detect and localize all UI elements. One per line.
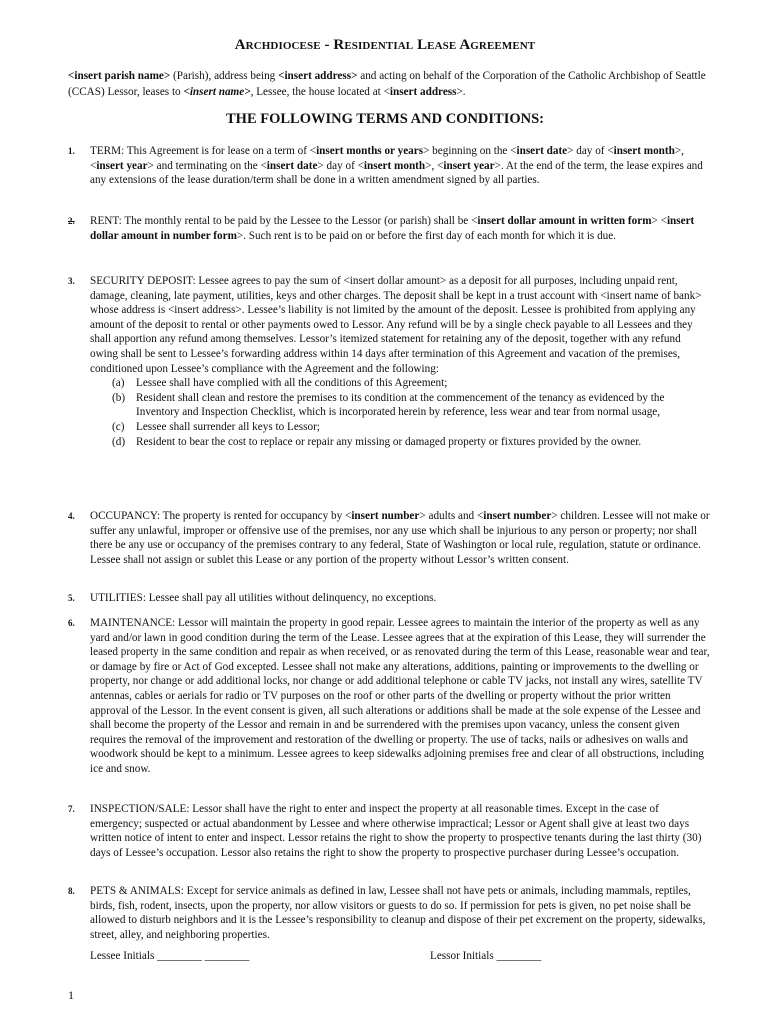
clause-maintenance xyxy=(68,616,708,777)
clause-body: UTILITIES: Lessee shall pay all utilities without delinquency, no exceptions. xyxy=(90,592,437,604)
intro-lessee-address: insert address xyxy=(389,86,457,98)
clause-number: 4. xyxy=(68,511,75,521)
clause-body xyxy=(90,144,710,188)
clause-text: > and terminating on the < xyxy=(147,159,267,172)
item-text: Resident shall clean and restore the premises to its condition at the commencement of the tenancy as evidenced by the Inventory and Inspection Checklist, which is incorporated herein by reference, less wear and tear from normal usage, xyxy=(136,391,665,419)
placeholder-field: insert number xyxy=(351,510,420,522)
clause-occupancy xyxy=(68,509,708,567)
clause-number: 8. xyxy=(68,886,75,896)
item-text: Lessee shall have complied with all the conditions of this Agreement; xyxy=(136,377,448,390)
placeholder-field: insert number xyxy=(483,510,552,522)
intro-text-bold: , address being xyxy=(208,70,279,82)
placeholder-field: insert year xyxy=(96,159,148,172)
clause-text: > day of < xyxy=(567,145,614,157)
intro-address: <insert address> xyxy=(278,70,358,82)
intro-lessee-name: <insert name> xyxy=(183,86,251,98)
clause-term xyxy=(68,144,708,188)
clause-text: SECURITY DEPOSIT: Lessee agrees to pay the sum of <insert dollar amount> as a deposit for all purposes, including unpaid rent, damage, cleaning, late payment, utilities, keys and other charges. The deposit shall be kept in a trust account with <insert name of bank> whose address is <insert address>. Lessee’s liability is not limited by the amount of the deposit. Lessee is prohibited from applying any amount of the deposit to rental or other payments owed to Lessor. Any refund will be by a single check payable to all Lessees and they shall apportion any refund among themselves. Lessor’s itemized statement for retaining any of the deposit, together with any refund owing shall be sent to Lessee’s forwarding address within 14 days after termination of this Agreement and vacation of the premises, conditioned upon Lessee’s compliance with the Agreement and the following: xyxy=(90,275,702,375)
clause-text: > < xyxy=(651,215,667,227)
clause-number: 3. xyxy=(68,276,75,286)
item-label: (a) xyxy=(112,377,125,390)
deposit-condition-item xyxy=(90,420,710,435)
clause-text: TERM: This Agreement is for lease on a term of < xyxy=(90,145,317,157)
clause-text: >, < xyxy=(425,159,444,172)
clause-utilities xyxy=(68,591,708,606)
intro-paragraph xyxy=(68,68,708,100)
clause-text: OCCUPANCY: The property is rented for occupancy by < xyxy=(90,510,352,522)
deposit-condition-item xyxy=(90,391,710,420)
clause-text: >. Such rent is to be paid on or before the first day of each month for which it is due. xyxy=(236,229,617,242)
terms-heading: THE FOLLOWING TERMS AND CONDITIONS: xyxy=(226,111,544,127)
placeholder-field: insert month xyxy=(363,159,426,172)
placeholder-field: insert month xyxy=(613,145,675,157)
clause-number: 7. xyxy=(68,804,75,814)
intro-text: , Lessee, the house located at < xyxy=(250,86,390,98)
placeholder-field: insert date xyxy=(516,145,568,157)
clause-number: 5. xyxy=(68,593,75,603)
placeholder-field: insert dollar amount in written form xyxy=(477,215,652,227)
intro-text: >. xyxy=(456,86,466,98)
lessee-initials: Lessee Initials ________ ________ xyxy=(90,950,250,962)
clause-text: > children. Lessee will not make or suffer any unlawful, improper or offensive use of the premises, nor any use which shall be injurious to any person or property; nor shall there be any use or occupancy of the premises contrary to any federal, State of Washington or local rule, regulation, statute or ordinance. Lessee shall not assign or sublet this Lease or any portion of the property without Lessor’s written consent. xyxy=(90,510,710,566)
deposit-condition-item xyxy=(90,376,710,391)
clause-text: >. At the end of the term, the lease expires and any extensions of the lease duration/term shall be done in a written amendment signed by all parties. xyxy=(90,159,703,187)
clause-text: >, < xyxy=(90,145,684,172)
clause-number: 2. xyxy=(68,216,75,226)
clause-body: INSPECTION/SALE: Lessor shall have the right to enter and inspect the property at all reasonable times. Except in the case of emergency; suspected or actual abandonment by Lessee and where otherwise impractical; Lessor or Agent shall give at least two days written notice of intent to enter and inspect. Lessor retains the right to show the property to prospective tenants during the last thirty (30) days of Lessee’s occupation. Lessor also retains the right to show the property to prospective purchaser during Lessee’s occupation. xyxy=(90,803,702,859)
page-number: 1 xyxy=(68,988,74,1002)
clause-body: MAINTENANCE: Lessor will maintain the property in good repair. Lessee agrees to maintain the interior of the property as well as any yard and/or lawn in good condition during the term of the Lease. Lessee agrees that at the expiration of this Lease, they will surrender the leased property in the same condition and repair as when received, or as renovated during the term of this Lease, reasonable wear and tear, or damage by fire or Act of God excepted. Lessee shall not make any alterations, additions, painting or improvements to the dwelling or property, nor change or add additional locks, nor change or add additional telephone or cable TV jacks, not install any wires, satellite TV antennas, cables or aerials for radio or TV purposes on the roof or other parts of the dwelling or property without the prior written approval of the Lessor. In the event consent is given, all such alterations or additions shall be made at the sole expense of the Lessee and shall become the property of the Lessor and remain in and be surrendered with the premises upon vacancy, unless the consent given requires the removal of the improvement and restoration of the dwelling or property. The use of tacks, nails or adhesives on walls and woodwork should be kept to a minimum. Lessee agrees to keep sidewalks adjoining premises free and clear of all obstructions, including ice and snow. xyxy=(90,617,710,775)
item-text: Lessee shall surrender all keys to Lessor; xyxy=(136,420,320,433)
clause-text: > day of < xyxy=(317,159,364,172)
item-label: (c) xyxy=(112,420,125,433)
clause-text: RENT: The monthly rental to be paid by the Lessee to the Lessor (or parish) shall be < xyxy=(90,215,478,227)
clause-security-deposit xyxy=(68,274,708,449)
clause-rent xyxy=(68,214,708,243)
clause-inspection-sale xyxy=(68,802,708,860)
placeholder-field: insert year xyxy=(443,159,495,172)
clause-pets-animals xyxy=(68,884,708,942)
lessor-initials: Lessor Initials ________ xyxy=(430,950,542,962)
intro-text: and acting on behalf of the Corporation of the Catholic Archbishop of Seattle (CCAS) Lessor, leases to xyxy=(68,70,706,98)
clause-body xyxy=(90,274,710,449)
placeholder-field: insert dollar amount in number form xyxy=(90,215,695,242)
deposit-condition-item xyxy=(90,435,710,450)
placeholder-field: insert months or years xyxy=(316,145,424,157)
clause-number: 1. xyxy=(68,146,75,156)
item-label: (d) xyxy=(112,435,126,448)
clause-body xyxy=(90,509,710,567)
item-text: Resident to bear the cost to replace or repair any missing or damaged property or fixtures provided by the owner. xyxy=(136,435,642,448)
item-label: (b) xyxy=(112,391,126,404)
clause-body: PETS & ANIMALS: Except for service animals as defined in law, Lessee shall not have pets or animals, including mammals, reptiles, birds, fish, rodent, insects, upon the property, nor allow visitors or guests to do so. If permission for pets is given, no pet noise shall be allowed to disturb neighbors and it is the Lessee’s responsibility to cleanup and dispose of their pet excrement on the property, sidewalks, street, alley, and neighboring properties. xyxy=(90,885,706,941)
intro-parish-name: <insert parish name> xyxy=(68,70,171,82)
clause-body xyxy=(90,214,710,243)
clause-number: 6. xyxy=(68,618,75,628)
intro-text: (Parish) xyxy=(170,70,209,82)
document-title: Archdiocese - Residential Lease Agreement xyxy=(234,37,536,53)
placeholder-field: insert date xyxy=(266,159,318,172)
clause-text: > adults and < xyxy=(419,510,484,522)
clause-text: > beginning on the < xyxy=(423,145,517,157)
